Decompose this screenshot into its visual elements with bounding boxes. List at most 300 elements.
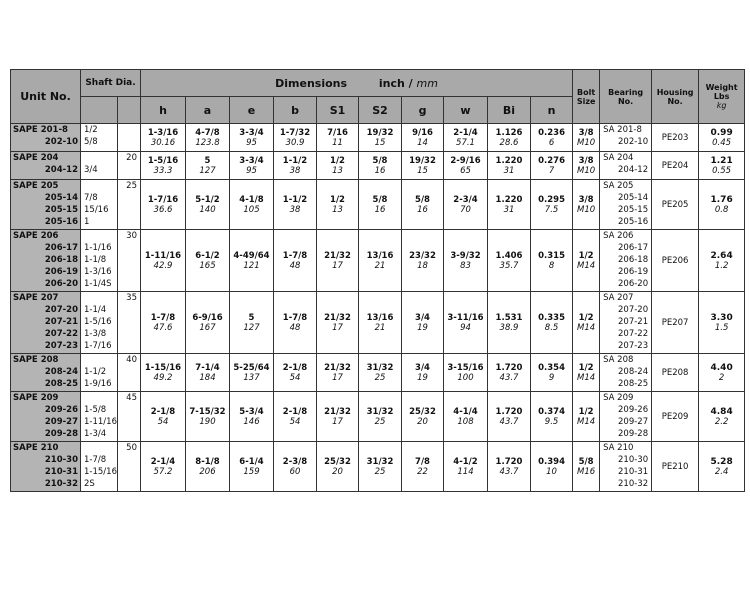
dim-inch-value: 25/32 bbox=[409, 406, 436, 417]
dim-inch-value: 6-1/4 bbox=[239, 456, 264, 467]
dim-cell-bi bbox=[488, 230, 531, 292]
shaft-in-value: 1 bbox=[84, 217, 90, 227]
bolt-size-metric: M10 bbox=[577, 165, 596, 176]
table-row bbox=[11, 180, 745, 230]
bolt-size-metric: M14 bbox=[577, 416, 596, 427]
bearing-no: 206-19 bbox=[618, 267, 649, 277]
dim-mm-value: 25 bbox=[374, 466, 386, 477]
dim-cell-e bbox=[230, 230, 274, 292]
unit-no: 208-24 bbox=[44, 367, 78, 377]
dim-cell-g bbox=[402, 442, 444, 492]
dim-cell-w bbox=[444, 392, 488, 442]
dim-mm-value: 140 bbox=[199, 204, 216, 215]
weight-cell bbox=[699, 392, 745, 442]
weight-kg: 0.55 bbox=[712, 165, 732, 176]
dim-inch-value: 1.531 bbox=[495, 312, 523, 323]
dim-inch-value: 3-9/32 bbox=[450, 250, 481, 261]
dim-inch-value: 5/8 bbox=[415, 194, 430, 205]
housing-no: PE203 bbox=[652, 124, 699, 152]
dim-cell-h bbox=[141, 442, 186, 492]
dim-mm-value: 8.5 bbox=[544, 322, 559, 333]
dim-inch-value: 3-11/16 bbox=[447, 312, 484, 323]
dim-cell-s1 bbox=[317, 292, 359, 354]
bolt-size-cell bbox=[573, 392, 600, 442]
dim-mm-value: 206 bbox=[199, 466, 216, 477]
dim-inch-value: 1.720 bbox=[495, 456, 523, 467]
bolt-size-cell bbox=[573, 292, 600, 354]
dim-mm-value: 15 bbox=[374, 137, 386, 148]
unit-no-cell bbox=[11, 442, 81, 492]
dim-inch-value: 13/16 bbox=[366, 250, 394, 261]
unit-no: 210-31 bbox=[44, 467, 78, 477]
dim-cell-w bbox=[444, 442, 488, 492]
table-row bbox=[11, 230, 745, 292]
unit-no: 206-17 bbox=[44, 243, 78, 253]
bolt-size-metric: M10 bbox=[577, 204, 596, 215]
dim-cell-b bbox=[274, 292, 317, 354]
dim-mm-value: 54 bbox=[157, 416, 169, 427]
bearing-no: SA 208 bbox=[603, 355, 634, 365]
housing-no: PE204 bbox=[652, 152, 699, 180]
dim-inch-value: 21/32 bbox=[324, 406, 351, 417]
shaft-in-value bbox=[84, 230, 114, 242]
dim-mm-value: 70 bbox=[460, 204, 471, 215]
dim-mm-value: 105 bbox=[243, 204, 260, 215]
spec-table-container bbox=[10, 69, 744, 492]
bolt-size-inch: 1/2 bbox=[578, 312, 594, 323]
dim-mm-value: 49.2 bbox=[153, 372, 173, 383]
dim-mm-value: 21 bbox=[374, 260, 386, 271]
dim-mm-value: 123.8 bbox=[195, 137, 220, 148]
dim-mm-value: 137 bbox=[243, 372, 260, 383]
dim-inch-value: 8-1/8 bbox=[195, 456, 220, 467]
dim-cell-w bbox=[444, 230, 488, 292]
weight-cell bbox=[699, 180, 745, 230]
dim-cell-h bbox=[141, 230, 186, 292]
dim-cell-s2 bbox=[359, 230, 402, 292]
dim-cell-n bbox=[531, 230, 573, 292]
bearing-no: 206-18 bbox=[618, 255, 649, 265]
dim-inch-value: 0.374 bbox=[538, 406, 565, 417]
dim-cell-b bbox=[274, 442, 317, 492]
bolt-size-metric: M14 bbox=[577, 372, 596, 383]
unit-no: SAPE 206 bbox=[13, 231, 59, 241]
dim-mm-value: 47.6 bbox=[153, 322, 173, 333]
weight-line-1: Weight bbox=[705, 83, 738, 92]
dim-mm-value: 60 bbox=[289, 466, 301, 477]
weight-cell bbox=[699, 354, 745, 392]
dim-inch-value: 21/32 bbox=[324, 362, 351, 373]
dim-mm-value: 184 bbox=[199, 372, 216, 383]
dim-inch-value: 5/8 bbox=[372, 194, 388, 205]
dim-mm-value: 127 bbox=[199, 165, 216, 176]
dim-cell-bi bbox=[488, 354, 531, 392]
dim-cell-bi bbox=[488, 180, 531, 230]
unit-no: SAPE 209 bbox=[13, 393, 59, 403]
weight-kg: 1.5 bbox=[714, 322, 729, 333]
unit-no: 207-20 bbox=[44, 305, 78, 315]
dim-mm-value: 16 bbox=[374, 165, 386, 176]
dim-cell-a bbox=[186, 230, 230, 292]
dim-cell-b bbox=[274, 230, 317, 292]
dim-mm-value: 10 bbox=[546, 466, 557, 477]
bolt-size-cell bbox=[573, 152, 600, 180]
bearing-no: 206-20 bbox=[618, 279, 649, 289]
shaft-in-value: 1-9/16 bbox=[84, 379, 112, 389]
unit-no: 206-19 bbox=[44, 267, 78, 277]
dim-inch-value: 25/32 bbox=[324, 456, 351, 467]
dim-inch-value: 2-1/8 bbox=[282, 362, 308, 373]
shaft-in-value: 7/8 bbox=[84, 193, 98, 203]
weight-kg: 2 bbox=[718, 372, 725, 383]
bolt-size-inch: 1/2 bbox=[578, 250, 594, 261]
dim-inch-value: 2-1/8 bbox=[150, 406, 176, 417]
table-row bbox=[11, 392, 745, 442]
dim-cell-h bbox=[141, 180, 186, 230]
dim-cell-g bbox=[402, 180, 444, 230]
dim-mm-value: 100 bbox=[457, 372, 474, 383]
dim-cell-n bbox=[531, 292, 573, 354]
weight-lbs: 1.76 bbox=[710, 194, 733, 205]
dim-mm-value: 83 bbox=[460, 260, 471, 271]
bearing-no-cell bbox=[600, 180, 652, 230]
dim-inch-value: 1.126 bbox=[495, 127, 523, 138]
header-bearing-no bbox=[600, 70, 652, 124]
dim-inch-value: 0.295 bbox=[538, 194, 565, 205]
bearing-no-line-1: Bearing bbox=[608, 87, 644, 97]
bolt-size-line-2: Size bbox=[576, 96, 596, 106]
header-dimensions bbox=[141, 70, 573, 97]
bolt-size-inch: 3/8 bbox=[578, 127, 594, 138]
dim-mm-value: 121 bbox=[243, 260, 260, 271]
shaft-in-value: 15/16 bbox=[84, 205, 109, 215]
dim-mm-value: 9.5 bbox=[544, 416, 559, 427]
dim-mm-value: 25 bbox=[374, 372, 386, 383]
unit-no: 204-12 bbox=[44, 165, 78, 175]
dim-cell-s1 bbox=[317, 354, 359, 392]
weight-kg: 2.2 bbox=[714, 416, 729, 427]
dim-mm-value: 21 bbox=[374, 322, 386, 333]
dim-mm-value: 33.3 bbox=[153, 165, 173, 176]
shaft-mm-value: 45 bbox=[118, 392, 141, 442]
dim-inch-value: 3/4 bbox=[415, 362, 430, 373]
dim-inch-value: 2-3/8 bbox=[282, 456, 308, 467]
dim-mm-value: 35.7 bbox=[499, 260, 519, 271]
unit-no: 208-25 bbox=[44, 379, 78, 389]
bearing-no-cell bbox=[600, 354, 652, 392]
dim-inch-value: 19/32 bbox=[409, 155, 436, 166]
housing-no: PE205 bbox=[652, 180, 699, 230]
dim-inch-value: 0.236 bbox=[538, 127, 565, 138]
dim-inch-value: 1-7/8 bbox=[282, 250, 308, 261]
unit-no: SAPE 210 bbox=[13, 443, 59, 453]
bearing-no: SA 209 bbox=[603, 393, 634, 403]
dim-mm-value: 94 bbox=[460, 322, 471, 333]
bearing-no: SA 207 bbox=[603, 293, 634, 303]
dim-cell-g bbox=[402, 230, 444, 292]
bearing-no: 206-17 bbox=[618, 243, 649, 253]
dim-cell-n bbox=[531, 124, 573, 152]
dim-mm-value: 19 bbox=[417, 322, 428, 333]
dim-inch-value: 3-15/16 bbox=[447, 362, 484, 373]
dim-mm-value: 13 bbox=[332, 204, 343, 215]
dim-inch-value: 1-1/2 bbox=[282, 155, 308, 166]
dim-mm-value: 13 bbox=[332, 165, 343, 176]
dim-cell-bi bbox=[488, 152, 531, 180]
dim-inch-value: 2-9/16 bbox=[450, 155, 481, 166]
dim-inch-value: 0.276 bbox=[538, 155, 565, 166]
dim-cell-b bbox=[274, 354, 317, 392]
unit-no-cell bbox=[11, 292, 81, 354]
dim-inch-value: 1/2 bbox=[330, 155, 345, 166]
dimensions-label: Dimensions bbox=[275, 76, 348, 90]
dim-mm-value: 190 bbox=[199, 416, 216, 427]
dim-inch-value: 1.720 bbox=[495, 406, 523, 417]
dim-cell-s1 bbox=[317, 180, 359, 230]
bearing-no: 209-26 bbox=[618, 405, 649, 415]
shaft-in-cell bbox=[81, 292, 118, 354]
inch-label: inch / bbox=[378, 76, 413, 90]
bearing-no: SA 205 bbox=[603, 181, 634, 191]
dim-mm-value: 18 bbox=[417, 260, 428, 271]
dim-cell-h bbox=[141, 392, 186, 442]
shaft-in-value: 1/2 bbox=[84, 125, 98, 135]
dim-cell-s1 bbox=[317, 392, 359, 442]
table-row bbox=[11, 292, 745, 354]
shaft-in-value: 1-5/16 bbox=[84, 317, 112, 327]
dim-inch-value: 21/32 bbox=[324, 250, 351, 261]
header-e: e bbox=[230, 97, 274, 124]
housing-no: PE207 bbox=[652, 292, 699, 354]
dim-inch-value: 13/16 bbox=[366, 312, 394, 323]
unit-no: 202-10 bbox=[44, 137, 78, 147]
bearing-no: SA 204 bbox=[603, 153, 634, 163]
dim-cell-s2 bbox=[359, 180, 402, 230]
dim-mm-value: 14 bbox=[417, 137, 428, 148]
dim-cell-h bbox=[141, 152, 186, 180]
unit-no-cell bbox=[11, 152, 81, 180]
weight-cell bbox=[699, 230, 745, 292]
dim-mm-value: 19 bbox=[417, 372, 428, 383]
shaft-in-value bbox=[84, 292, 114, 304]
unit-no: 205-15 bbox=[44, 205, 78, 215]
dim-inch-value: 19/32 bbox=[366, 127, 394, 138]
unit-no-cell bbox=[11, 392, 81, 442]
bearing-no: SA 210 bbox=[603, 443, 634, 453]
dim-cell-n bbox=[531, 180, 573, 230]
shaft-in-value: 1-3/8 bbox=[84, 329, 107, 339]
table-row bbox=[11, 152, 745, 180]
header-unit-no: Unit No. bbox=[11, 70, 81, 124]
dim-cell-h bbox=[141, 292, 186, 354]
dim-inch-value: 23/32 bbox=[409, 250, 436, 261]
shaft-in-cell bbox=[81, 180, 118, 230]
bearing-no: 207-20 bbox=[618, 305, 649, 315]
dim-mm-value: 25 bbox=[374, 416, 386, 427]
dim-mm-value: 48 bbox=[289, 260, 301, 271]
bearing-no: 207-23 bbox=[618, 341, 649, 351]
dim-cell-w bbox=[444, 354, 488, 392]
unit-no: 206-18 bbox=[44, 255, 78, 265]
dim-mm-value: 16 bbox=[374, 204, 386, 215]
dim-mm-value: 54 bbox=[289, 416, 301, 427]
unit-spec-table bbox=[10, 69, 745, 492]
shaft-in-cell bbox=[81, 230, 118, 292]
mm-label: mm bbox=[416, 76, 438, 90]
dim-cell-a bbox=[186, 354, 230, 392]
dim-cell-s1 bbox=[317, 124, 359, 152]
bearing-no: 210-31 bbox=[618, 467, 649, 477]
dim-inch-value: 3-3/4 bbox=[239, 155, 264, 166]
unit-no-cell bbox=[11, 124, 81, 152]
dim-mm-value: 57.1 bbox=[456, 137, 475, 148]
spec-table-body bbox=[11, 124, 745, 492]
dim-inch-value: 4-1/4 bbox=[453, 406, 478, 417]
dim-cell-w bbox=[444, 180, 488, 230]
dim-cell-s1 bbox=[317, 152, 359, 180]
dim-mm-value: 36.6 bbox=[153, 204, 173, 215]
unit-no: 210-32 bbox=[44, 479, 78, 489]
dim-mm-value: 15 bbox=[417, 165, 428, 176]
shaft-mm-value: 40 bbox=[118, 354, 141, 392]
dim-mm-value: 65 bbox=[460, 165, 471, 176]
unit-no: 207-23 bbox=[44, 341, 78, 351]
weight-lbs: 3.30 bbox=[710, 312, 733, 323]
dim-cell-b bbox=[274, 152, 317, 180]
bolt-size-cell bbox=[573, 180, 600, 230]
dim-mm-value: 20 bbox=[332, 466, 343, 477]
dim-cell-bi bbox=[488, 124, 531, 152]
bearing-no: SA 206 bbox=[603, 231, 634, 241]
bolt-size-inch: 3/8 bbox=[578, 194, 594, 205]
dim-inch-value: 1-11/16 bbox=[144, 250, 182, 261]
dim-cell-a bbox=[186, 392, 230, 442]
dim-inch-value: 5/8 bbox=[372, 155, 388, 166]
bolt-size-inch: 3/8 bbox=[578, 155, 594, 166]
dim-mm-value: 9 bbox=[548, 372, 555, 383]
dim-mm-value: 167 bbox=[199, 322, 216, 333]
bolt-size-inch: 1/2 bbox=[578, 406, 594, 417]
dim-mm-value: 43.7 bbox=[499, 416, 519, 427]
dim-mm-value: 95 bbox=[246, 165, 257, 176]
bearing-no-cell bbox=[600, 230, 652, 292]
table-row bbox=[11, 124, 745, 152]
dim-cell-n bbox=[531, 392, 573, 442]
dim-cell-a bbox=[186, 442, 230, 492]
header-s2: S2 bbox=[359, 97, 402, 124]
dim-cell-s2 bbox=[359, 392, 402, 442]
shaft-mm-value: 30 bbox=[118, 230, 141, 292]
bearing-no: 210-30 bbox=[618, 455, 649, 465]
shaft-in-value: 1-7/8 bbox=[84, 455, 107, 465]
shaft-in-value: 1-3/4 bbox=[84, 429, 107, 439]
dim-cell-s2 bbox=[359, 152, 402, 180]
header-shaft-in-spacer bbox=[81, 97, 118, 124]
bearing-no: 202-10 bbox=[618, 137, 649, 147]
dim-mm-value: 28.6 bbox=[499, 137, 519, 148]
shaft-in-value bbox=[84, 180, 114, 192]
unit-no-cell bbox=[11, 180, 81, 230]
dim-mm-value: 20 bbox=[417, 416, 428, 427]
bearing-no: 210-32 bbox=[618, 479, 649, 489]
dim-cell-n bbox=[531, 442, 573, 492]
unit-no-cell bbox=[11, 354, 81, 392]
weight-kg: 0.45 bbox=[712, 137, 732, 148]
dim-inch-value: 1-15/16 bbox=[144, 362, 182, 373]
unit-no: 209-27 bbox=[44, 417, 78, 427]
shaft-in-value bbox=[84, 392, 114, 404]
dim-cell-b bbox=[274, 392, 317, 442]
dim-cell-h bbox=[141, 124, 186, 152]
unit-no: SAPE 207 bbox=[13, 293, 59, 303]
dim-mm-value: 30.16 bbox=[150, 137, 176, 148]
dim-cell-a bbox=[186, 180, 230, 230]
dim-inch-value: 1-3/16 bbox=[147, 127, 179, 138]
shaft-in-value: 1-5/8 bbox=[84, 405, 107, 415]
housing-no-line-2: No. bbox=[667, 96, 683, 106]
dim-mm-value: 108 bbox=[457, 416, 474, 427]
bearing-no-line-2: No. bbox=[617, 96, 634, 106]
shaft-in-cell bbox=[81, 392, 118, 442]
header-h: h bbox=[141, 97, 186, 124]
dim-inch-value: 1.406 bbox=[495, 250, 523, 261]
dim-mm-value: 48 bbox=[289, 322, 301, 333]
dim-cell-b bbox=[274, 180, 317, 230]
bearing-no: 205-16 bbox=[618, 217, 649, 227]
dim-cell-g bbox=[402, 124, 444, 152]
weight-cell bbox=[699, 124, 745, 152]
dim-cell-b bbox=[274, 124, 317, 152]
bearing-no: 205-15 bbox=[618, 205, 649, 215]
dim-mm-value: 17 bbox=[332, 260, 343, 271]
dim-inch-value: 1/2 bbox=[330, 194, 345, 205]
shaft-in-value: 1-1/4S bbox=[84, 279, 112, 289]
weight-lbs: 5.28 bbox=[710, 456, 733, 467]
dim-inch-value: 0.315 bbox=[538, 250, 565, 261]
dim-inch-value: 0.335 bbox=[538, 312, 565, 323]
dim-cell-g bbox=[402, 392, 444, 442]
dim-mm-value: 30.9 bbox=[285, 137, 305, 148]
dim-cell-bi bbox=[488, 292, 531, 354]
dim-inch-value: 1-7/16 bbox=[147, 194, 179, 205]
bolt-size-metric: M10 bbox=[577, 137, 596, 148]
shaft-in-value: 1-1/8 bbox=[84, 255, 107, 265]
dim-cell-e bbox=[230, 152, 274, 180]
dim-inch-value: 31/32 bbox=[366, 406, 394, 417]
bearing-no: 209-27 bbox=[618, 417, 649, 427]
weight-kg: 2.4 bbox=[714, 466, 729, 477]
dim-inch-value: 1.220 bbox=[495, 155, 523, 166]
header-shaft-dia: Shaft Dia. bbox=[81, 70, 141, 97]
dim-cell-s2 bbox=[359, 292, 402, 354]
weight-lbs: 0.99 bbox=[710, 127, 733, 138]
dim-cell-w bbox=[444, 292, 488, 354]
dim-mm-value: 95 bbox=[246, 137, 257, 148]
dim-mm-value: 54 bbox=[289, 372, 301, 383]
table-row bbox=[11, 354, 745, 392]
dim-inch-value: 7-15/32 bbox=[189, 406, 226, 417]
shaft-in-value: 3/4 bbox=[84, 165, 98, 175]
dim-inch-value: 5-3/4 bbox=[239, 406, 264, 417]
dim-mm-value: 17 bbox=[332, 416, 343, 427]
housing-no: PE210 bbox=[652, 442, 699, 492]
dim-mm-value: 31 bbox=[503, 165, 515, 176]
dim-mm-value: 43.7 bbox=[499, 372, 519, 383]
dim-cell-w bbox=[444, 152, 488, 180]
dim-inch-value: 4-7/8 bbox=[195, 127, 220, 138]
header-w: w bbox=[444, 97, 488, 124]
dim-cell-e bbox=[230, 392, 274, 442]
